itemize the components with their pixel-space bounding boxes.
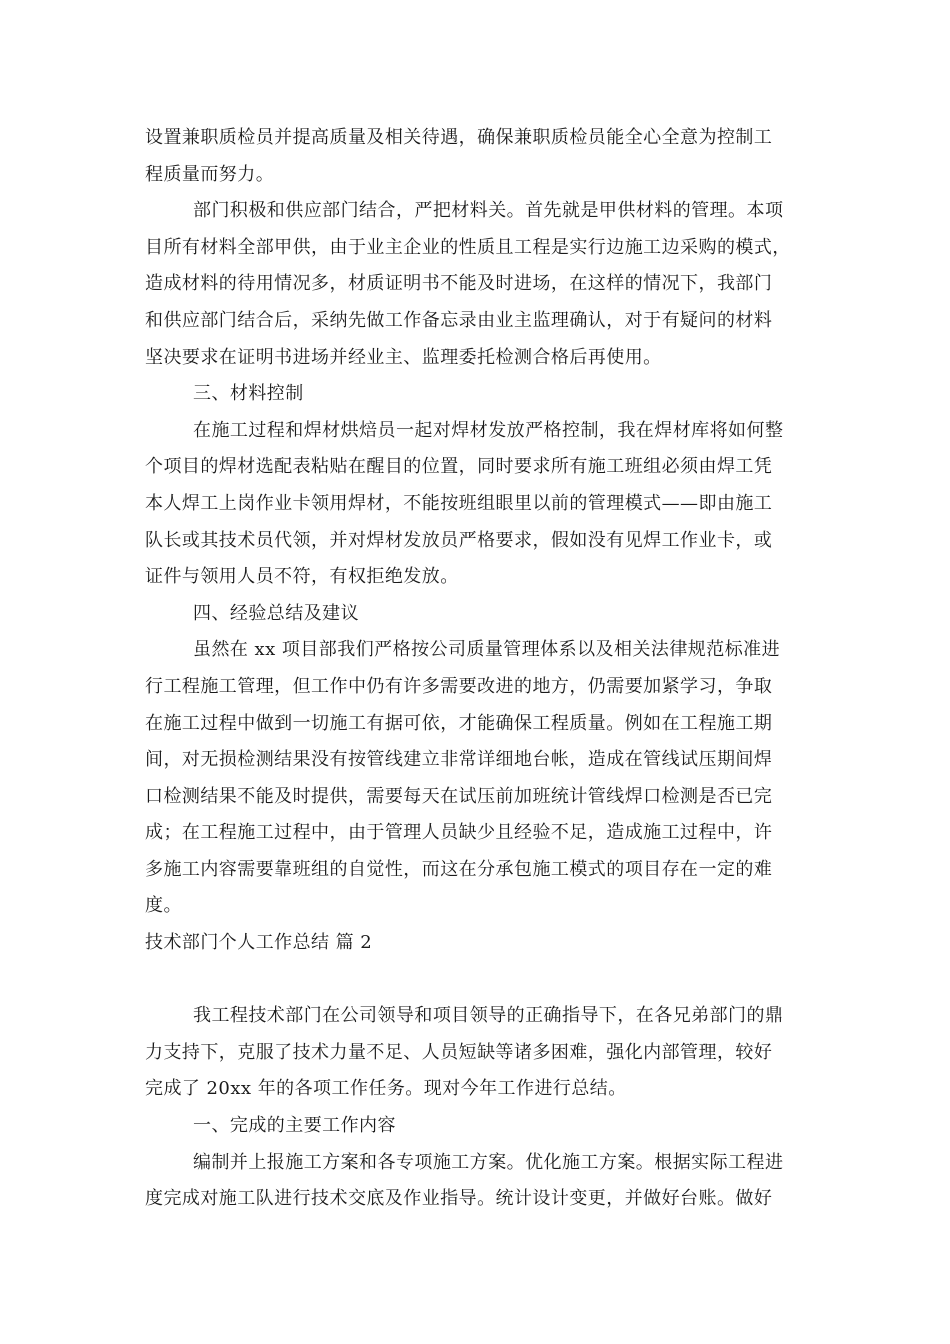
text-line: 队长或其技术员代领，并对焊材发放员严格要求，假如没有见焊工作业卡，或 xyxy=(145,529,773,551)
text-line: 行工程施工管理，但工作中仍有许多需要改进的地方，仍需要加紧学习，争取 xyxy=(145,675,773,697)
subheading: 三、材料控制 xyxy=(193,383,304,405)
text-line: 力支持下，克服了技术力量不足、人员短缺等诸多困难，强化内部管理，较好 xyxy=(145,1041,773,1063)
text-line: 度。 xyxy=(145,895,182,917)
document-body xyxy=(145,120,805,1218)
text-line: 口检测结果不能及时提供，需要每天在试压前加班统计管线焊口检测是否已完 xyxy=(145,785,773,807)
paragraph xyxy=(145,193,805,376)
paragraph xyxy=(145,632,805,925)
subheading: 一、完成的主要工作内容 xyxy=(193,1115,396,1137)
text-line: 造成材料的待用情况多，材质证明书不能及时进场，在这样的情况下，我部门 xyxy=(145,273,773,295)
text-line: 设置兼职质检员并提高质量及相关待遇，确保兼职质检员能全心全意为控制工 xyxy=(145,127,773,148)
text-line: 多施工内容需要靠班组的自觉性，而这在分承包施工模式的项目存在一定的难 xyxy=(145,858,773,880)
text-line: 证件与领用人员不符，有权拒绝发放。 xyxy=(145,566,459,588)
text-line: 成；在工程施工过程中，由于管理人员缺少且经验不足，造成施工过程中，许 xyxy=(145,822,773,844)
text-line: 间，对无损检测结果没有按管线建立非常详细地台帐，造成在管线试压期间焊 xyxy=(145,749,773,771)
text-line: 在施工过程和焊材烘焙员一起对焊材发放严格控制，我在焊材库将如何整 xyxy=(193,419,784,441)
paragraph xyxy=(145,413,805,596)
text-line: 程质量而努力。 xyxy=(145,163,275,185)
text-line: 和供应部门结合后，采纳先做工作备忘录由业主监理确认，对于有疑问的材料 xyxy=(145,309,773,331)
text-line: 虽然在 xx 项目部我们严格按公司质量管理体系以及相关法律规范标准进 xyxy=(193,639,781,661)
subheading: 四、经验总结及建议 xyxy=(193,602,360,624)
text-line: 本人焊工上岗作业卡领用焊材，不能按班组眼里以前的管理模式——即由施工 xyxy=(145,492,773,514)
text-line: 度完成对施工队进行技术交底及作业指导。统计设计变更，并做好台账。做好 xyxy=(145,1188,773,1210)
text-line: 坚决要求在证明书进场并经业主、监理委托检测合格后再使用。 xyxy=(145,346,662,368)
paragraph xyxy=(145,998,805,1108)
text-line: 部门积极和供应部门结合，严把材料关。首先就是甲供材料的管理。本项 xyxy=(193,200,784,222)
text-line: 个项目的焊材选配表粘贴在醒目的位置，同时要求所有施工班组必须由焊工凭 xyxy=(145,456,773,478)
paragraph xyxy=(145,1145,805,1218)
text-line: 目所有材料全部甲供，由于业主企业的性质且工程是实行边施工边采购的模式， xyxy=(145,236,791,258)
blank-line xyxy=(145,962,805,999)
text-line: 在施工过程中做到一切施工有据可依，才能确保工程质量。例如在工程施工期 xyxy=(145,712,773,734)
text-line: 完成了 20xx 年的各项工作任务。现对今年工作进行总结。 xyxy=(145,1078,627,1100)
section-heading: 技术部门个人工作总结 篇 2 xyxy=(145,932,373,954)
text-line: 编制并上报施工方案和各专项施工方案。优化施工方案。根据实际工程进 xyxy=(193,1151,784,1173)
paragraph xyxy=(145,120,805,193)
text-line: 我工程技术部门在公司领导和项目领导的正确指导下，在各兄弟部门的鼎 xyxy=(193,1005,784,1027)
